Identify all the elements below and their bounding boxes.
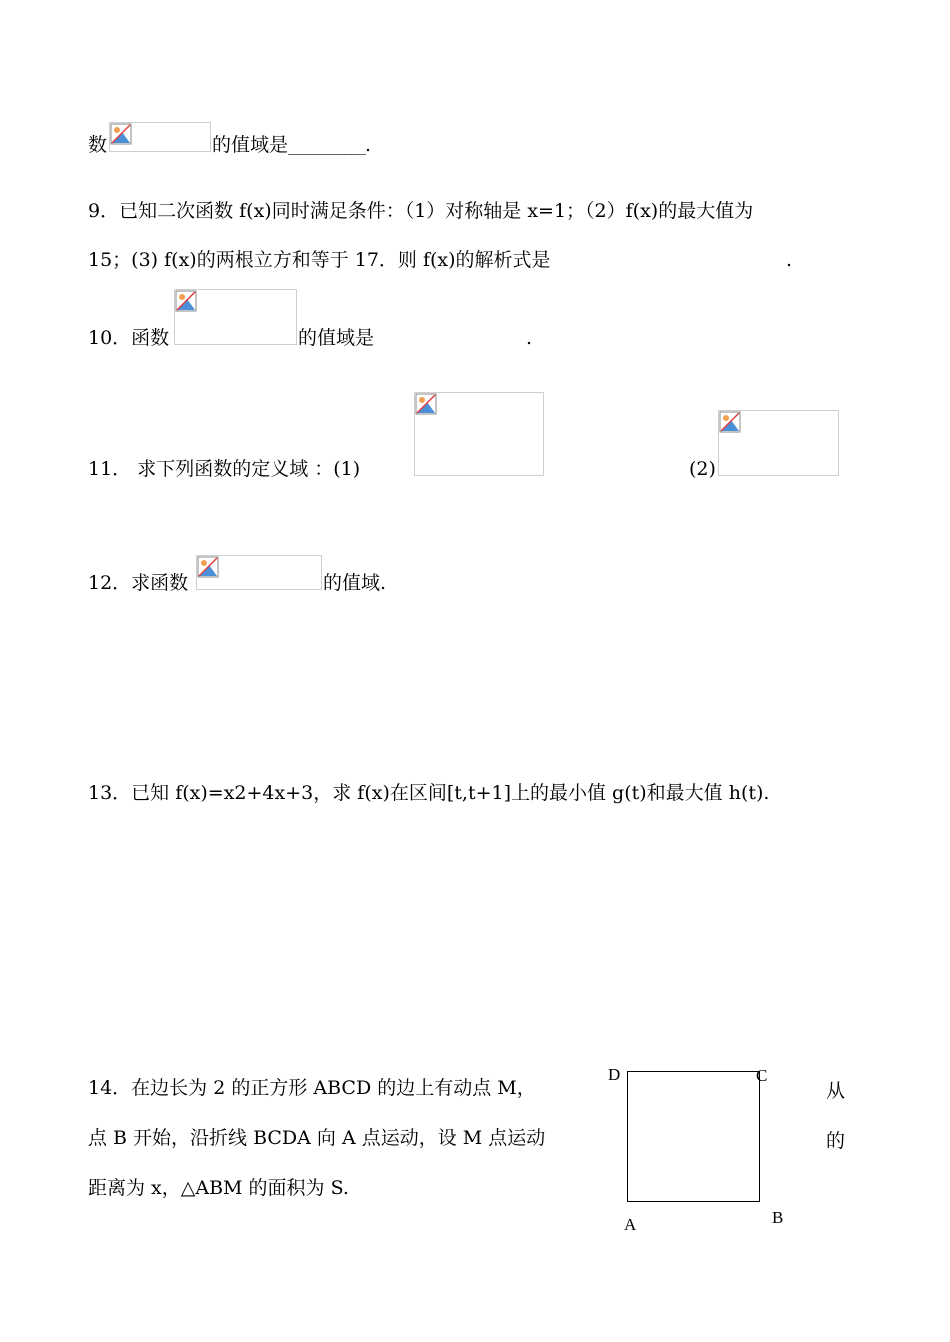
q11-part2: (2) <box>689 458 716 480</box>
q8-suffix: 的值域是 <box>212 134 289 156</box>
label-b: B <box>772 1208 784 1227</box>
label-a: A <box>624 1215 637 1234</box>
q14-line1: 14．在边长为 2 的正方形 ABCD 的边上有动点 M， <box>88 1077 536 1099</box>
q14-line3: 距离为 x，△ABM 的面积为 S. <box>88 1177 349 1199</box>
q14-line2-right: 的 <box>826 1130 846 1152</box>
broken-image-icon <box>110 123 134 147</box>
q8-line <box>88 133 107 157</box>
q8-prefix: 数 <box>88 134 108 156</box>
q13-text: 13．已知 f(x)=x2+4x+3，求 f(x)在区间[t,t+1]上的最小值 g(t)和最大值 h(t). <box>88 782 770 804</box>
broken-image-icon <box>197 556 221 580</box>
q8-end: . <box>365 134 372 156</box>
formula-image-q11-1 <box>414 392 544 476</box>
square-abcd <box>627 1071 760 1202</box>
q9-line1: 9．已知二次函数 f(x)同时满足条件：（1）对称轴是 x=1；（2）f(x)的最大值为 <box>88 200 754 222</box>
formula-image-q12 <box>196 555 322 590</box>
label-c: C <box>756 1066 768 1085</box>
q8-blank: ___________ <box>288 136 366 155</box>
q8-suffix-line <box>212 133 371 158</box>
q10-suffix: 的值域是 <box>298 327 375 349</box>
q10-prefix: 10．函数 <box>88 327 170 349</box>
q10-end: . <box>526 327 533 349</box>
formula-image-q11-2 <box>718 410 839 476</box>
broken-image-icon <box>415 393 439 417</box>
formula-image-q10 <box>174 289 297 345</box>
q12-prefix: 12．求函数 <box>88 572 189 594</box>
q12-suffix: 的值域. <box>323 572 387 594</box>
label-d: D <box>608 1065 621 1084</box>
formula-image-q8 <box>109 122 211 152</box>
q11-text: 11． 求下列函数的定义域 ：(1) <box>88 458 361 480</box>
broken-image-icon <box>175 290 199 314</box>
broken-image-icon <box>719 411 743 435</box>
q9-line2: 15；(3) f(x)的两根立方和等于 17．则 f(x)的解析式是 <box>88 249 551 271</box>
q14-line1-right: 从 <box>826 1080 846 1102</box>
q9-end: . <box>786 249 793 271</box>
q14-line2: 点 B 开始，沿折线 BCDA 向 A 点运动，设 M 点运动 <box>88 1127 546 1149</box>
